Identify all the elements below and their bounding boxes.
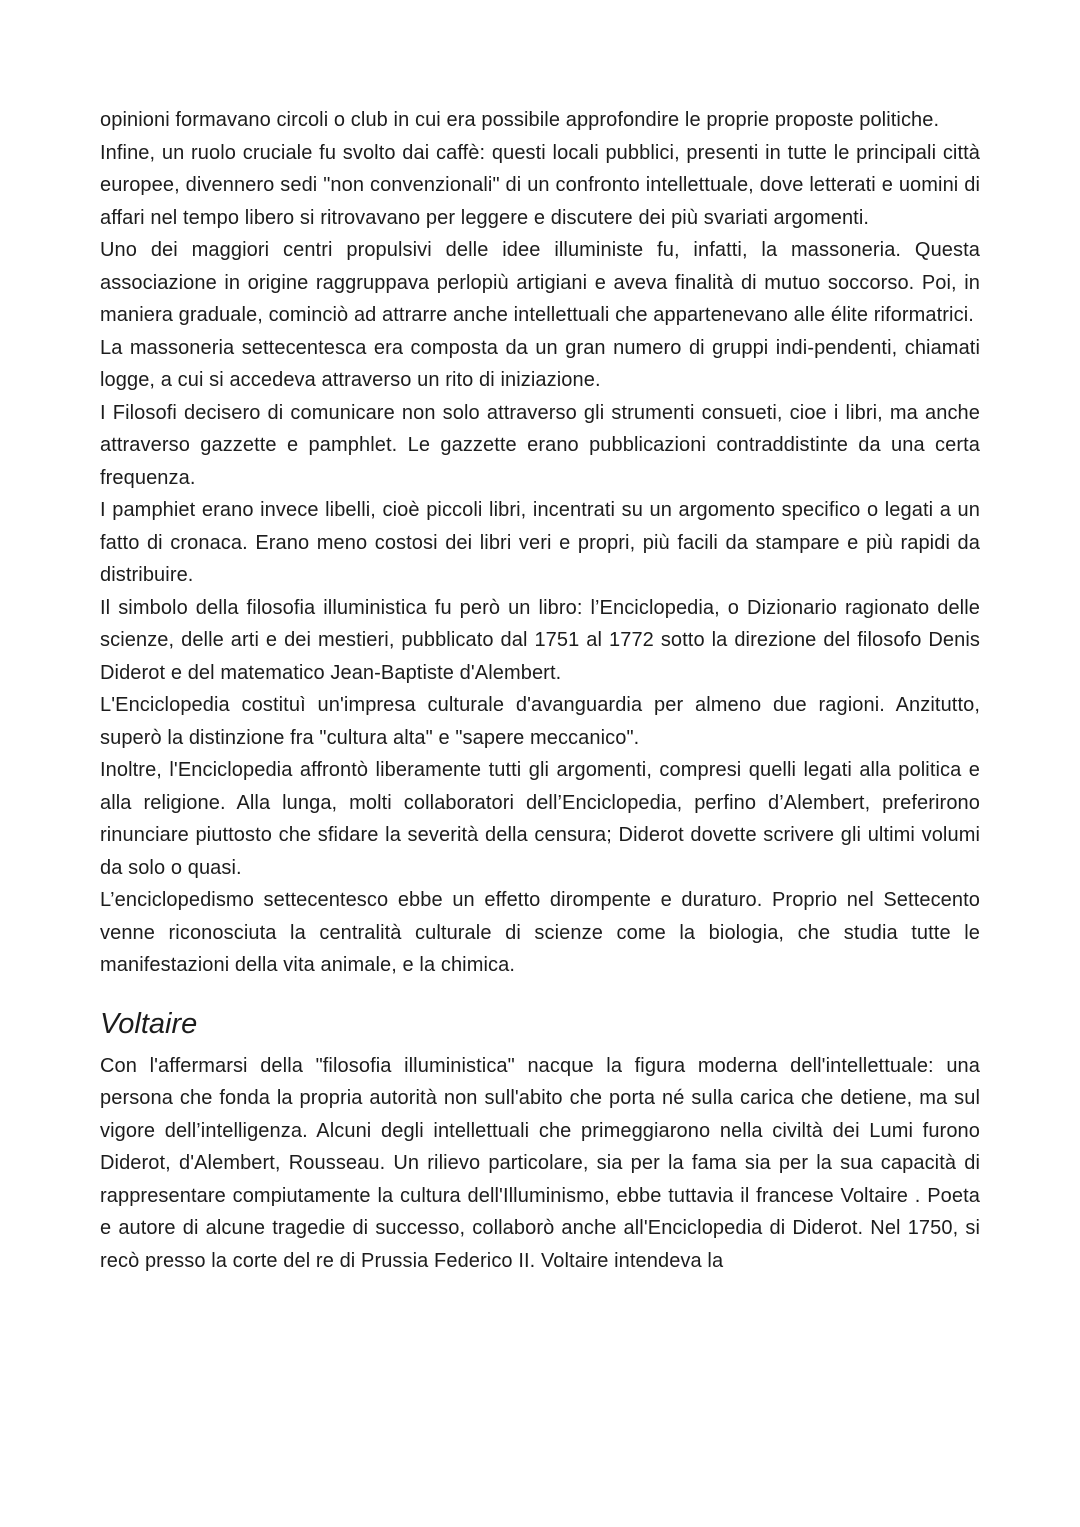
paragraph: Con l'affermarsi della "filosofia illuministica" nacque la figura moderna dell'intellettuale: una persona che fonda la propria autorità non sull'abito che porta né sulla carica che detiene, ma sul vigore dell’intelligenza. Alcuni degli intellettuali che primeggiarono nella civiltà dei Lumi furono Diderot, d'Alembert, Rousseau. Un rilievo particolare, sia per la fama sia per la sua capacità di rappresentare compiutamente la cultura dell'Illuminismo, ebbe tuttavia il francese Voltaire . Poeta e autore di alcune tragedie di successo, collaborò anche all'Enciclopedia di Diderot. Nel 1750, si recò presso la corte del re di Prussia Federico II. Voltaire intendeva la — [100, 1054, 980, 1272]
paragraph: Inoltre, l'Enciclopedia affrontò liberamente tutti gli argomenti, compresi quelli legati alla politica e alla religione. Alla lunga, molti collaboratori dell’Enciclopedia, perfino d’Alembert, preferirono rinunciare piuttosto che sfidare la severità della censura; Diderot dovette scrivere gli ultimi volumi da solo o quasi. — [100, 759, 980, 879]
paragraph: I pamphiet erano invece libelli, cioè piccoli libri, incentrati su un argomento specifico o legati a un fatto di cronaca. Erano meno costosi dei libri veri e propri, più facili da stampare e più rapidi da distribuire. — [100, 499, 980, 586]
paragraph: L'Enciclopedia costituì un'impresa culturale d'avanguardia per almeno due ragioni. Anzitutto, superò la distinzione fra "cultura alta" e "sapere meccanico". — [100, 694, 980, 749]
paragraph: L’enciclopedismo settecentesco ebbe un effetto dirompente e duraturo. Proprio nel Settecento venne riconosciuta la centralità culturale di scienze come la biologia, che studia tutte le manifestazioni della vita animale, e la chimica. — [100, 889, 980, 976]
paragraph: La massoneria settecentesca era composta da un gran numero di gruppi indi-pendenti, chiamati logge, a cui si accedeva attraverso un rito di iniziazione. — [100, 336, 980, 391]
paragraph: I Filosofi decisero di comunicare non solo attraverso gli strumenti consueti, cioe i libri, ma anche attraverso gazzette e pamphlet. Le gazzette erano pubblicazioni contraddistinte da una certa frequenza. — [100, 401, 980, 489]
document-body — [100, 104, 980, 1277]
paragraph: Infine, un ruolo cruciale fu svolto dai caffè: questi locali pubblici, presenti in tutte le principali città europee, divennero sedi "non convenzionali" di un confronto intellettuale, dove letterati e uomini di affari nel tempo libero si ritrovavano per leggere e discutere dei più svariati argomenti. — [100, 141, 980, 229]
paragraph: Uno dei maggiori centri propulsivi delle idee illuministe fu, infatti, la massoneria. Questa associazione in origine raggruppava perlopiù artigiani e aveva finalità di mutuo soccorso. Poi, in maniera graduale, cominciò ad attrarre anche intellettuali che appartenevano alle élite riformatrici. — [100, 239, 980, 326]
section-heading-voltaire: Voltaire — [100, 1007, 198, 1040]
paragraph: opinioni formavano circoli o club in cui era possibile approfondire le proprie proposte politiche. — [100, 109, 940, 131]
paragraph: Il simbolo della filosofia illuministica fu però un libro: l’Enciclopedia, o Dizionario ragionato delle scienze, delle arti e dei mestieri, pubblicato dal 1751 al 1772 sotto la direzione del filosofo Denis Diderot e del matematico Jean-Baptiste d'Alembert. — [100, 596, 980, 684]
